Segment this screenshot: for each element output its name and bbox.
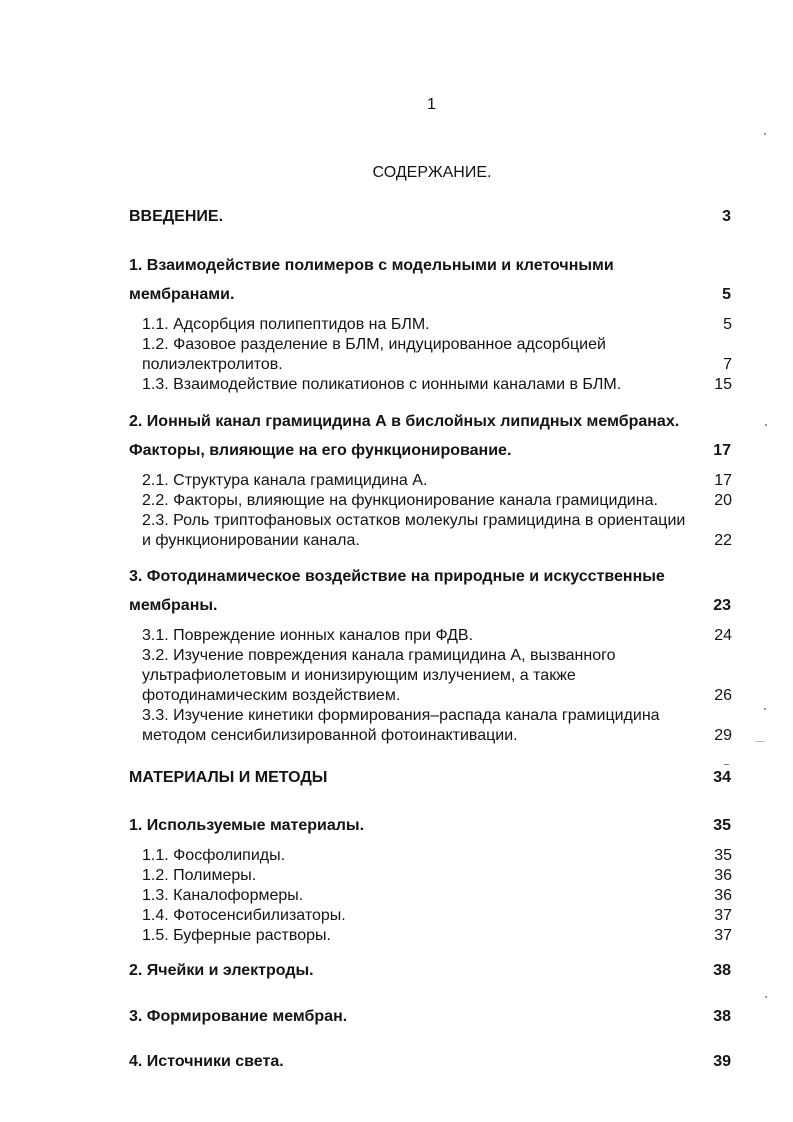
toc-entry-text: 4. Источники света. bbox=[129, 1053, 284, 1070]
toc-page-number: 37 bbox=[714, 907, 732, 924]
toc-page-number: 35 bbox=[714, 847, 732, 864]
toc-page-number: 36 bbox=[714, 867, 732, 884]
toc-heading-entry bbox=[0, 256, 793, 276]
toc-page-number: 35 bbox=[713, 817, 731, 834]
toc-page-number: 34 bbox=[713, 769, 731, 786]
toc-page-number: 38 bbox=[713, 1008, 731, 1025]
toc-subentry bbox=[0, 926, 793, 946]
toc-entry-text: 2.2. Факторы, влияющие на функционирование канала грамицидина. bbox=[142, 492, 658, 509]
toc-title: СОДЕРЖАНИЕ. bbox=[372, 164, 492, 181]
toc-entry-text: 1. Используемые материалы. bbox=[129, 817, 365, 834]
toc-subentry bbox=[0, 686, 793, 706]
scan-speck bbox=[765, 996, 767, 998]
toc-page-number: 26 bbox=[714, 687, 732, 704]
toc-entry-text: методом сенсибилизированной фотоинактивации. bbox=[142, 727, 518, 744]
toc-subentry bbox=[0, 646, 793, 666]
toc-entry-text: 1.4. Фотосенсибилизаторы. bbox=[142, 907, 346, 924]
toc-heading-entry bbox=[0, 961, 793, 981]
toc-entry-text: 1.1. Фосфолипиды. bbox=[142, 847, 286, 864]
toc-page-number: 17 bbox=[714, 472, 732, 489]
toc-heading-entry bbox=[0, 768, 793, 788]
toc-entry-text: 3. Фотодинамическое воздействие на природные и искусственные bbox=[129, 568, 665, 585]
toc-entry-text: ультрафиолетовым и ионизирующим излучением, а также bbox=[142, 667, 576, 684]
toc-page-number: 24 bbox=[714, 627, 732, 644]
toc-subentry bbox=[0, 666, 793, 686]
toc-heading-entry bbox=[0, 207, 793, 227]
toc-entry-text: 2. Ионный канал грамицидина А в бислойных липидных мембранах. bbox=[129, 413, 680, 430]
toc-subentry bbox=[0, 886, 793, 906]
toc-subentry bbox=[0, 626, 793, 646]
toc-page-number: 36 bbox=[714, 887, 732, 904]
toc-heading-entry bbox=[0, 1052, 793, 1072]
toc-entry-text: 1.1. Адсорбция полипептидов на БЛМ. bbox=[142, 316, 430, 333]
toc-entry-text: 1.3. Взаимодействие поликатионов с ионными каналами в БЛМ. bbox=[142, 376, 622, 393]
toc-heading-entry bbox=[0, 567, 793, 587]
toc-heading-entry bbox=[0, 596, 793, 616]
toc-entry-text: мембранами. bbox=[129, 286, 235, 303]
toc-subentry bbox=[0, 866, 793, 886]
toc-entry-text: 1. Взаимодействие полимеров с модельными и клеточными bbox=[129, 257, 614, 274]
toc-page-number: 5 bbox=[723, 316, 732, 333]
toc-entry-text: 3. Формирование мембран. bbox=[129, 1008, 348, 1025]
toc-heading-entry bbox=[0, 412, 793, 432]
toc-subentry bbox=[0, 491, 793, 511]
toc-entry-text: 1.5. Буферные растворы. bbox=[142, 927, 331, 944]
toc-subentry bbox=[0, 471, 793, 491]
toc-subentry bbox=[0, 531, 793, 551]
scan-speck bbox=[765, 424, 767, 426]
toc-entry-text: 3.2. Изучение повреждения канала грамицидина А, вызванного bbox=[142, 647, 616, 664]
toc-entry-text: МАТЕРИАЛЫ И МЕТОДЫ bbox=[129, 769, 328, 786]
toc-page-number: 38 bbox=[713, 962, 731, 979]
toc-subentry bbox=[0, 315, 793, 335]
toc-subentry bbox=[0, 846, 793, 866]
toc-entry-text: 1.2. Фазовое разделение в БЛМ, индуцированное адсорбцией bbox=[142, 336, 606, 353]
toc-entry-text: Факторы, влияющие на его функционирование. bbox=[129, 442, 512, 459]
toc-page-number: 3 bbox=[722, 208, 731, 225]
toc-entry-text: 3.1. Повреждение ионных каналов при ФДВ. bbox=[142, 627, 474, 644]
toc-entry-text: и функционировании канала. bbox=[142, 532, 360, 549]
toc-page-number: 23 bbox=[713, 597, 731, 614]
toc-entry-text: 1.2. Полимеры. bbox=[142, 867, 257, 884]
toc-entry-text: 2.1. Структура канала грамицидина А. bbox=[142, 472, 428, 489]
scan-speck bbox=[755, 741, 765, 742]
toc-heading-entry bbox=[0, 285, 793, 305]
toc-subentry bbox=[0, 511, 793, 531]
toc-page-number: 15 bbox=[714, 376, 732, 393]
toc-page-number: 7 bbox=[723, 356, 732, 373]
toc-page-number: 5 bbox=[722, 286, 731, 303]
scan-speck bbox=[764, 133, 766, 135]
toc-entry-text: 2.3. Роль триптофановых остатков молекулы грамицидина в ориентации bbox=[142, 512, 686, 529]
toc-subentry bbox=[0, 726, 793, 746]
toc-page-number: 22 bbox=[714, 532, 732, 549]
scan-speck bbox=[764, 708, 766, 710]
toc-entry-text: ВВЕДЕНИЕ. bbox=[129, 208, 224, 225]
toc-subentry bbox=[0, 906, 793, 926]
toc-subentry bbox=[0, 355, 793, 375]
toc-entry-text: 1.3. Каналоформеры. bbox=[142, 887, 304, 904]
toc-entry-text: полиэлектролитов. bbox=[142, 356, 283, 373]
toc-entry-text: 2. Ячейки и электроды. bbox=[129, 962, 314, 979]
toc-entry-text: мембраны. bbox=[129, 597, 218, 614]
toc-page-number: 29 bbox=[714, 727, 732, 744]
toc-entry-text: фотодинамическим воздействием. bbox=[142, 687, 401, 704]
toc-page-number: 17 bbox=[713, 442, 731, 459]
scan-speck bbox=[724, 764, 729, 765]
toc-subentry bbox=[0, 375, 793, 395]
toc-subentry bbox=[0, 706, 793, 726]
toc-heading-entry bbox=[0, 816, 793, 836]
toc-page-number: 37 bbox=[714, 927, 732, 944]
toc-entry-text: 3.3. Изучение кинетики формирования–распада канала грамицидина bbox=[142, 707, 660, 724]
toc-heading-entry bbox=[0, 1007, 793, 1027]
toc-page-number: 39 bbox=[713, 1053, 731, 1070]
toc-subentry bbox=[0, 335, 793, 355]
page-number: 1 bbox=[427, 96, 436, 113]
toc-page-number: 20 bbox=[714, 492, 732, 509]
toc-heading-entry bbox=[0, 441, 793, 461]
